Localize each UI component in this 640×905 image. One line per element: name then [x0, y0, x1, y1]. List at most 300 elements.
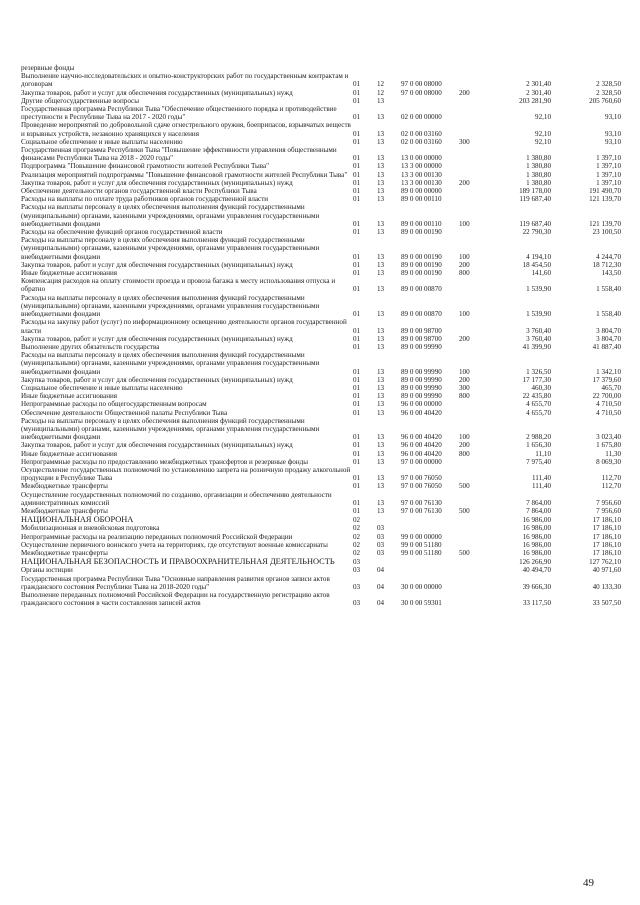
row-expense-type [459, 97, 481, 105]
row-name: Расходы на выплаты персоналу в целях обеспечения выполнения функций государственными (муниципальными) органами, казенными учреждениями, органами управления государственными внебюджетными фондами [21, 236, 320, 261]
row-subsection: 13 [377, 310, 385, 319]
row-section: 01 [353, 449, 361, 458]
row-target-code [401, 524, 459, 532]
row-section: 01 [353, 228, 361, 237]
row-amount-year2: 1 397,10 [596, 162, 621, 171]
row-amount-year2: 1 342,10 [596, 367, 621, 376]
row-name: Осуществление первичного воинского учета на территориях, где отсутствуют военные комиссариаты [21, 540, 328, 549]
row-name: Выполнение других обязательств государства [21, 342, 160, 351]
row-section: 01 [353, 367, 361, 376]
row-section: 01 [353, 260, 361, 269]
row-name: Расходы на выплаты персоналу в целях обеспечения выполнения функций государственными (муниципальными) органами, казенными учреждениями, органами управления государственными внебюджетными фондами [21, 293, 320, 319]
row-expense-type [459, 541, 481, 549]
row-target-code: 89 0 00 00000 [401, 187, 442, 196]
row-amount-year1: 126 266,90 [519, 558, 551, 567]
row-amount-year2: 7 956,60 [596, 506, 621, 515]
row-amount-year1: 1 380,80 [526, 154, 551, 163]
row-expense-type [459, 575, 481, 591]
row-amount-year1: 18 454,50 [522, 260, 551, 269]
row-name: Выполнение научно-исследовательских и опытно-конструкторских работ по государственным контрактам и договорам [21, 72, 349, 89]
row-subsection: 13 [377, 474, 385, 483]
row-amount-year1: 4 194,10 [526, 252, 551, 261]
row-amount-year2: 143,50 [601, 269, 621, 278]
row-amount-year1: 16 986,00 [522, 532, 551, 541]
row-amount-year1: 111,40 [532, 482, 551, 491]
row-name: Обеспечение деятельности органов государственной власти Республики Тыва [21, 187, 257, 196]
row-subsection: 03 [377, 532, 385, 541]
row-amount-year2: 121 139,70 [589, 195, 621, 204]
table-row [21, 162, 621, 170]
row-amount-year1: 4 655,70 [526, 408, 551, 417]
row-amount-year2: 22 700,00 [592, 392, 621, 401]
row-subsection: 04 [377, 566, 385, 575]
row-expense-type [459, 162, 481, 170]
row-target-code: 97 0 00 08000 [401, 88, 442, 97]
row-subsection: 13 [377, 170, 385, 179]
row-name: Мобилизационная и вневойсковая подготовка [21, 524, 160, 533]
row-name: Осуществление государственных полномочий по установлению запрета на розничную продажу алкогольной продукции в Республике Тыва [21, 465, 351, 483]
row-amount-year2: 112,70 [601, 482, 621, 491]
row-expense-type [459, 343, 481, 351]
row-expense-type [459, 121, 481, 137]
table-row [21, 466, 621, 482]
row-amount-year1: 22 435,80 [522, 392, 551, 401]
row-target-code: 89 0 00 00190 [401, 269, 442, 278]
row-expense-type [459, 318, 481, 334]
row-section: 02 [353, 516, 361, 525]
row-target-code: 99 0 00 51180 [401, 540, 442, 549]
row-amount-year2: 2 328,50 [596, 88, 621, 97]
row-amount-year2: 121 139,70 [589, 219, 621, 228]
row-amount-year2: 40 133,30 [592, 582, 621, 591]
budget-table-body [21, 64, 621, 607]
row-amount-year1: 16 986,00 [522, 516, 551, 525]
table-row [21, 524, 621, 532]
row-subsection: 13 [377, 219, 385, 228]
row-section: 03 [353, 558, 361, 567]
row-section: 01 [353, 334, 361, 343]
row-target-code: 97 0 00 76130 [401, 498, 442, 507]
row-target-code: 02 0 00 03160 [401, 129, 442, 138]
row-expense-type [459, 491, 481, 507]
row-amount-year2: 1 397,10 [596, 154, 621, 163]
row-target-code: 02 0 00 03160 [401, 137, 442, 146]
row-amount-year2: 17 186,10 [592, 516, 621, 525]
row-expense-type [459, 566, 481, 574]
row-name: Расходы на выплаты персоналу в целях обеспечения выполнения функций государственными (муниципальными) органами, казенными учреждениями, органами управления государственными внебюджетными фондами [21, 203, 320, 228]
table-row [21, 515, 621, 524]
row-amount-year1: 1 539,90 [526, 285, 551, 294]
row-subsection: 13 [377, 449, 385, 458]
table-row [21, 146, 621, 162]
row-amount-year1: 2 301,40 [526, 88, 551, 97]
row-target-code: 89 0 00 00110 [401, 195, 442, 204]
row-amount-year2: 3 023,40 [596, 433, 621, 442]
table-row [21, 507, 621, 515]
row-section: 02 [353, 524, 361, 533]
row-target-code: 97 0 00 76050 [401, 474, 442, 483]
row-target-code: 96 0 00 40420 [401, 449, 442, 458]
row-subsection: 04 [377, 582, 385, 591]
table-row [21, 187, 621, 195]
row-target-code: 02 0 00 00000 [401, 113, 442, 122]
row-section: 01 [353, 482, 361, 491]
row-name: Межбюджетные трансферты [21, 506, 108, 515]
row-subsection: 13 [377, 433, 385, 442]
row-amount-year2: 3 804,70 [596, 334, 621, 343]
row-target-code [401, 515, 459, 524]
row-target-code: 30 0 00 00000 [401, 582, 442, 591]
table-row [21, 417, 621, 442]
row-expense-type: 500 [459, 548, 470, 557]
row-amount-year1 [481, 64, 551, 72]
row-name: НАЦИОНАЛЬНАЯ ОБОРОНА [21, 515, 134, 525]
row-name: Расходы на выплаты персоналу в целях обеспечения выполнения функций государственными (муниципальными) органами, казенными учреждениями, органами управления государственными внебюджетными фондами [21, 351, 320, 376]
table-row [21, 89, 621, 97]
row-target-code: 89 0 00 00110 [401, 219, 442, 228]
row-name: Расходы на закупку работ (услуг) по информационному освещению деятельности органов государственной власти [21, 318, 347, 335]
row-target-code [401, 557, 459, 566]
row-subsection: 13 [377, 441, 385, 450]
row-target-code: 97 0 00 08000 [401, 80, 442, 89]
row-amount-year2: 8 069,30 [596, 457, 621, 466]
row-subsection: 13 [377, 392, 385, 401]
table-row [21, 236, 621, 261]
row-target-code: 97 0 00 76050 [401, 482, 442, 491]
table-row [21, 105, 621, 121]
row-amount-year1: 1 380,80 [526, 162, 551, 171]
row-amount-year1: 7 864,00 [526, 506, 551, 515]
row-section: 01 [353, 178, 361, 187]
row-amount-year1: 119 687,40 [519, 195, 551, 204]
row-expense-type [459, 466, 481, 482]
row-amount-year1: 16 986,00 [522, 524, 551, 533]
row-amount-year2: 205 760,60 [589, 96, 621, 105]
row-section: 01 [353, 80, 361, 89]
row-name: резервные фонды [21, 64, 75, 72]
row-amount-year2: 2 328,50 [596, 80, 621, 89]
row-amount-year2: 93,10 [605, 113, 621, 122]
row-subsection: 13 [377, 187, 385, 196]
row-amount-year1: 203 281,90 [519, 96, 551, 105]
row-amount-year2: 1 558,40 [596, 285, 621, 294]
row-expense-type: 100 [459, 252, 470, 261]
row-name: Закупка товаров, работ и услуг для обеспечения государственных (муниципальных) нужд [21, 334, 293, 343]
row-target-code: 89 0 00 00870 [401, 310, 442, 319]
row-subsection: 03 [377, 540, 385, 549]
row-section: 01 [353, 375, 361, 384]
row-subsection: 13 [377, 383, 385, 392]
row-section: 03 [353, 566, 361, 575]
row-section: 01 [353, 457, 361, 466]
row-target-code: 89 0 00 99990 [401, 367, 442, 376]
row-section: 01 [353, 383, 361, 392]
row-expense-type [459, 195, 481, 203]
row-expense-type: 500 [459, 506, 470, 515]
row-name: Государственная программа Республики Тыва "Обеспечение общественного порядка и противодействие преступности в Республике Тыва на 2017 - 2020 годы" [21, 105, 337, 122]
row-name: Социальное обеспечение и иные выплаты населению [21, 137, 183, 146]
row-amount-year2: 191 490,70 [589, 187, 621, 196]
row-name: Закупка товаров, работ и услуг для обеспечения государственных (муниципальных) нужд [21, 375, 293, 384]
row-amount-year1: 460,30 [531, 383, 551, 392]
row-subsection: 13 [377, 96, 385, 105]
row-target-code: 13 3 00 00130 [401, 170, 442, 179]
table-row [21, 491, 621, 507]
row-amount-year1: 2 301,40 [526, 80, 551, 89]
row-target-code [401, 64, 459, 72]
row-amount-year1: 33 117,50 [522, 599, 551, 608]
row-target-code: 89 0 00 98700 [401, 334, 442, 343]
row-name: Социальное обеспечение и иные выплаты населению [21, 383, 183, 392]
row-target-code: 89 0 00 00190 [401, 260, 442, 269]
row-amount-year1: 3 760,40 [526, 334, 551, 343]
row-section: 01 [353, 88, 361, 97]
row-expense-type: 800 [459, 392, 470, 401]
row-subsection: 13 [377, 137, 385, 146]
row-amount-year1: 41 399,90 [522, 342, 551, 351]
row-name: Другие общегосударственные вопросы [21, 96, 139, 105]
table-row [21, 409, 621, 417]
row-subsection: 13 [377, 113, 385, 122]
table-row [21, 97, 621, 105]
row-target-code: 89 0 00 00870 [401, 285, 442, 294]
table-row [21, 228, 621, 236]
row-amount-year2: 112,70 [601, 474, 621, 483]
row-subsection: 13 [377, 375, 385, 384]
row-expense-type [459, 400, 481, 408]
row-amount-year2: 1 675,80 [596, 441, 621, 450]
row-target-code: 13 0 00 00000 [401, 154, 442, 163]
row-expense-type [459, 458, 481, 466]
row-amount-year2: 1 558,40 [596, 310, 621, 319]
row-target-code: 30 0 00 59301 [401, 599, 442, 608]
row-name: Межбюджетные трансферты [21, 548, 108, 557]
row-expense-type [459, 146, 481, 162]
row-name: Иные бюджетные ассигнования [21, 392, 118, 401]
row-amount-year1: 3 760,40 [526, 326, 551, 335]
row-subsection: 13 [377, 154, 385, 163]
table-row [21, 482, 621, 490]
row-name: Органы юстиции [21, 566, 73, 575]
row-section: 03 [353, 582, 361, 591]
row-amount-year1: 7 864,00 [526, 498, 551, 507]
row-name: Закупка товаров, работ и услуг для обеспечения государственных (муниципальных) нужд [21, 178, 293, 187]
row-subsection: 03 [377, 548, 385, 557]
table-row [21, 376, 621, 384]
row-subsection: 13 [377, 162, 385, 171]
row-amount-year1: 17 177,30 [522, 375, 551, 384]
row-target-code: 96 0 00 00000 [401, 400, 442, 409]
row-amount-year2: 17 379,60 [592, 375, 621, 384]
table-row [21, 343, 621, 351]
row-name: Непрограммные расходы на реализацию переданных полномочий Российской Федерации [21, 532, 293, 541]
row-section: 02 [353, 540, 361, 549]
row-amount-year1: 40 494,70 [522, 566, 551, 575]
row-name: Реализация мероприятий подпрограммы "Повышение финансовой грамотности жителей Республики Тыва" [21, 170, 348, 179]
row-subsection: 03 [377, 524, 385, 533]
row-target-code: 96 0 00 40420 [401, 441, 442, 450]
table-row [21, 179, 621, 187]
row-name: Компенсация расходов на оплату стоимости проезда и провоза багажа к месту использования отпуска и обратно [21, 277, 336, 294]
table-row [21, 318, 621, 334]
row-expense-type: 800 [459, 449, 470, 458]
table-row [21, 533, 621, 541]
row-subsection: 13 [377, 506, 385, 515]
row-target-code: 89 0 00 99990 [401, 392, 442, 401]
row-amount-year2: 1 397,10 [596, 178, 621, 187]
row-name: Непрограммные расходы по предоставлению межбюджетных трансфертов и резервные фонды [21, 457, 309, 466]
row-section: 01 [353, 269, 361, 278]
row-target-code [401, 566, 459, 574]
row-amount-year2: 23 100,50 [592, 228, 621, 237]
row-amount-year1: 1 380,80 [526, 178, 551, 187]
table-row [21, 269, 621, 277]
row-amount-year2: 41 887,40 [592, 342, 621, 351]
table-row [21, 294, 621, 319]
row-subsection [377, 515, 401, 524]
row-expense-type: 200 [459, 334, 470, 343]
row-expense-type [459, 72, 481, 88]
row-amount-year1: 7 975,40 [526, 457, 551, 466]
row-target-code: 96 0 00 40420 [401, 433, 442, 442]
row-amount-year1: 16 986,00 [522, 540, 551, 549]
row-amount-year2: 1 397,10 [596, 170, 621, 179]
row-section: 01 [353, 408, 361, 417]
row-expense-type: 200 [459, 88, 470, 97]
row-amount-year1: 39 666,30 [522, 582, 551, 591]
row-name: Подпрограмма "Повышение финансовой грамотности жителей Республики Тыва" [21, 162, 270, 171]
row-section: 01 [353, 285, 361, 294]
row-expense-type [459, 515, 481, 524]
row-amount-year1: 119 687,40 [519, 219, 551, 228]
table-row [21, 203, 621, 228]
row-name: Государственная программа Республики Тыва "Основные направления развития органов записи актов гражданского состояния Республики Тыва на 2018-2020 годы" [21, 574, 330, 591]
row-subsection: 13 [377, 260, 385, 269]
table-row [21, 72, 621, 88]
row-expense-type [459, 409, 481, 417]
row-subsection: 04 [377, 599, 385, 608]
row-expense-type: 100 [459, 367, 470, 376]
row-target-code: 97 0 00 00000 [401, 457, 442, 466]
row-amount-year2: 17 186,10 [592, 548, 621, 557]
page-number: 49 [583, 877, 594, 889]
row-amount-year2: 465,70 [601, 383, 621, 392]
row-amount-year2 [551, 64, 621, 72]
row-amount-year1: 92,10 [535, 137, 551, 146]
row-target-code: 13 3 00 00000 [401, 162, 442, 171]
row-subsection: 13 [377, 482, 385, 491]
table-row [21, 557, 621, 566]
row-section: 01 [353, 498, 361, 507]
row-section: 02 [353, 532, 361, 541]
row-subsection: 13 [377, 408, 385, 417]
table-row [21, 121, 621, 137]
row-section: 01 [353, 326, 361, 335]
row-subsection [377, 557, 401, 566]
row-name: Обеспечение деятельности Общественной палаты Республики Тыва [21, 408, 228, 417]
row-section: 01 [353, 342, 361, 351]
row-section: 01 [353, 195, 361, 204]
row-section: 01 [353, 170, 361, 179]
row-section: 01 [353, 96, 361, 105]
row-subsection: 12 [377, 80, 385, 89]
row-amount-year2: 7 956,60 [596, 498, 621, 507]
row-name: Расходы на выплаты по оплате труда работников органов государственной власти [21, 195, 269, 204]
row-amount-year2: 4 710,50 [596, 408, 621, 417]
row-expense-type: 800 [459, 269, 470, 278]
row-name: Осуществление государственных полномочий по созданию, организации и обеспечению деятельности административных комиссий [21, 490, 332, 507]
row-expense-type: 200 [459, 260, 470, 269]
row-name: Государственная программа Республики Тыва "Повышение эффективности управления общественными финансами Республики Тыва на 2018 - 2020 годы" [21, 146, 337, 163]
row-section: 01 [353, 474, 361, 483]
row-subsection: 13 [377, 326, 385, 335]
row-amount-year1: 1 380,80 [526, 170, 551, 179]
table-row [21, 575, 621, 591]
row-amount-year2: 93,10 [605, 129, 621, 138]
row-subsection: 13 [377, 228, 385, 237]
row-amount-year1: 1 539,90 [526, 310, 551, 319]
row-section: 01 [353, 506, 361, 515]
row-amount-year2: 18 712,30 [592, 260, 621, 269]
row-section: 01 [353, 400, 361, 409]
row-amount-year2: 17 186,10 [592, 532, 621, 541]
row-expense-type [459, 187, 481, 195]
row-section: 01 [353, 310, 361, 319]
row-expense-type [459, 228, 481, 236]
row-subsection: 13 [377, 195, 385, 204]
row-section: 03 [353, 599, 361, 608]
table-row [21, 195, 621, 203]
table-row [21, 450, 621, 458]
row-subsection: 13 [377, 252, 385, 261]
row-target-code: 97 0 00 76130 [401, 506, 442, 515]
table-row [21, 441, 621, 449]
row-name: Иные бюджетные ассигнования [21, 269, 118, 278]
row-amount-year1: 189 178,00 [519, 187, 551, 196]
row-expense-type [459, 524, 481, 532]
row-section: 01 [353, 162, 361, 171]
row-amount-year2: 4 244,70 [596, 252, 621, 261]
table-row [21, 458, 621, 466]
row-subsection: 13 [377, 457, 385, 466]
row-expense-type: 500 [459, 482, 470, 491]
row-subsection: 13 [377, 498, 385, 507]
row-target-code: 96 0 00 40420 [401, 408, 442, 417]
row-amount-year2: 17 186,10 [592, 540, 621, 549]
row-name: Выполнение переданных полномочий Российской Федерации на государственную регистрацию актов гражданского состояния в части составления записей актов [21, 591, 330, 608]
row-target-code: 89 0 00 00190 [401, 252, 442, 261]
table-row [21, 335, 621, 343]
row-amount-year1: 22 790,30 [522, 228, 551, 237]
row-expense-type: 200 [459, 441, 470, 450]
row-subsection: 13 [377, 400, 385, 409]
row-amount-year1: 4 655,70 [526, 400, 551, 409]
row-subsection [377, 64, 401, 72]
row-name: Закупка товаров, работ и услуг для обеспечения государственных (муниципальных) нужд [21, 88, 293, 97]
row-name: Непрограммные расходы по общегосударственным вопросам [21, 400, 207, 409]
row-amount-year2: 40 971,60 [592, 566, 621, 575]
row-section: 01 [353, 187, 361, 196]
table-row [21, 392, 621, 400]
row-expense-type [459, 64, 481, 72]
row-expense-type: 200 [459, 178, 470, 187]
row-target-code: 13 3 00 00130 [401, 178, 442, 187]
row-expense-type [459, 533, 481, 541]
row-section: 01 [353, 441, 361, 450]
row-section: 01 [353, 137, 361, 146]
row-expense-type [459, 277, 481, 293]
row-amount-year1: 1 326,50 [526, 367, 551, 376]
